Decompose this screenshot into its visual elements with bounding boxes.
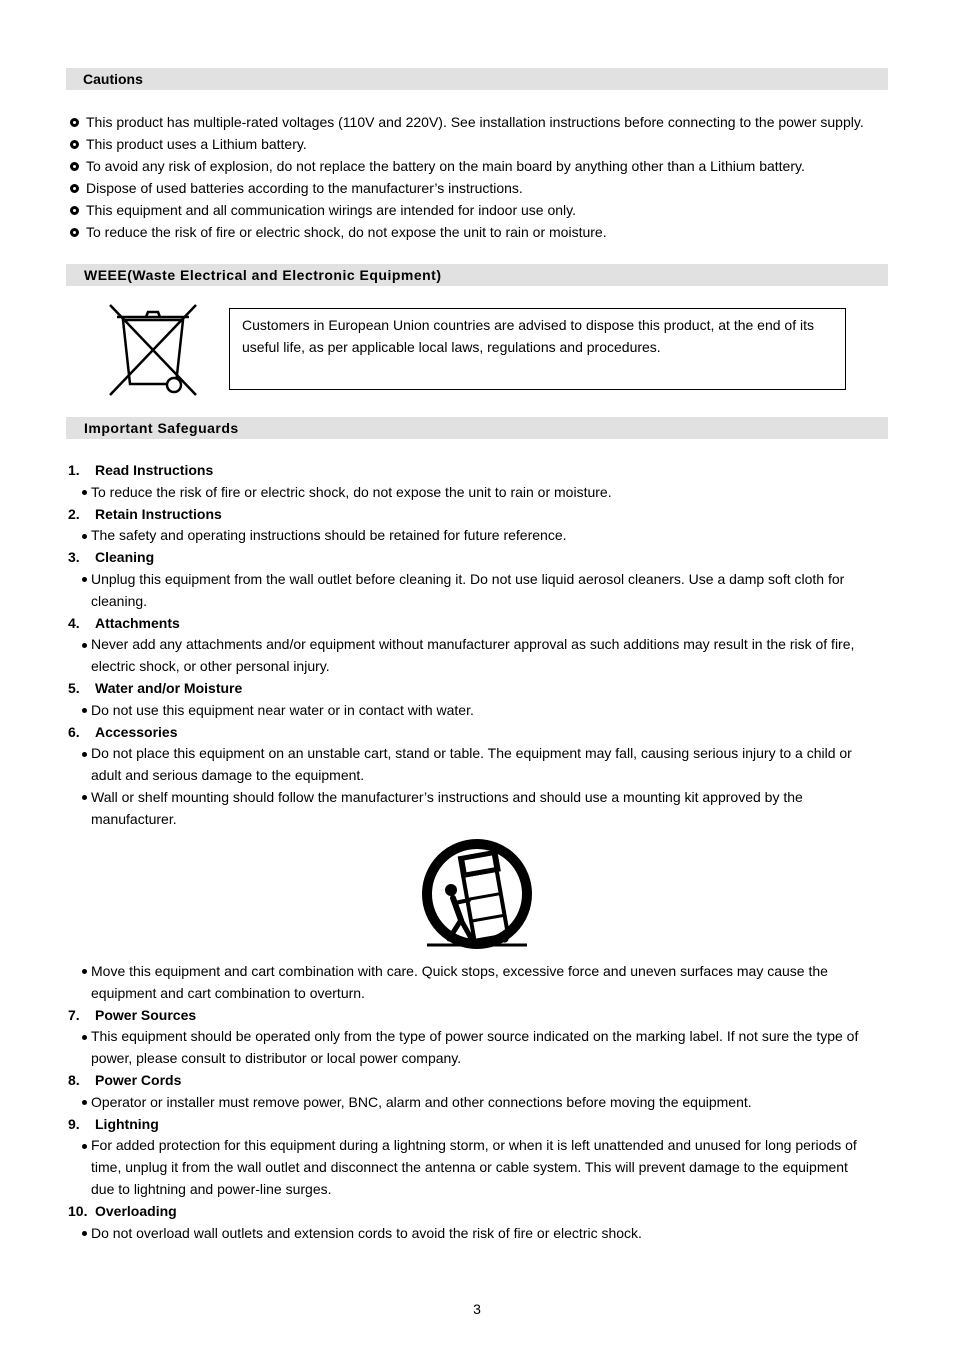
- safeguard-title: Cleaning: [95, 549, 155, 566]
- bullet-text-line: equipment and cart combination to overturn.: [91, 984, 365, 1001]
- cart-tip-over-warning-icon: [419, 838, 535, 954]
- safeguard-heading: [0, 1005, 954, 1027]
- safeguard-title: Water and/or Moisture: [95, 679, 243, 696]
- safeguard-number: 3.: [68, 549, 80, 566]
- bullet-text-line: For added protection for this equipment during a lightning storm, or when it is left unattended and unused for long periods of: [91, 1137, 857, 1154]
- cart-warning-figure: [0, 831, 954, 961]
- bullet-text-line: Move this equipment and cart combination with care. Quick stops, excessive force and uneven surfaces may cause the: [91, 962, 828, 979]
- safeguard-bullet: [0, 1092, 954, 1114]
- caution-text: This equipment and all communication wirings are intended for indoor use only.: [86, 202, 577, 218]
- bullet-dot-icon: [82, 534, 87, 539]
- bullet-text-line: Do not use this equipment near water or in contact with water.: [91, 701, 474, 718]
- ring-bullet-icon: [70, 228, 79, 237]
- safeguard-heading: [0, 547, 954, 569]
- safeguard-title: Attachments: [95, 614, 180, 631]
- cautions-header-bar: [66, 68, 888, 90]
- caution-text: To avoid any risk of explosion, do not replace the battery on the main board by anything other than a Lithium battery.: [86, 158, 805, 174]
- weee-notice-line: Customers in European Union countries are advised to dispose this product, at the end of its: [242, 317, 814, 333]
- safeguard-title: Retain Instructions: [95, 505, 222, 522]
- bullet-text-line: adult and serious damage to the equipment.: [91, 767, 365, 784]
- bullet-dot-icon: [82, 795, 87, 800]
- bullet-text-line: power, please consult to distributor or local power company.: [91, 1050, 462, 1067]
- bullet-text-line: To reduce the risk of fire or electric shock, do not expose the unit to rain or moisture.: [91, 483, 612, 500]
- bullet-dot-icon: [82, 708, 87, 713]
- safeguard-cleaning: [0, 547, 954, 612]
- bullet-text-line: time, unplug it from the wall outlet and disconnect the antenna or cable system. This will prevent damage to the equipment: [91, 1159, 848, 1176]
- crossed-out-wheelie-bin-icon: [108, 304, 198, 396]
- caution-item: [66, 155, 864, 177]
- bullet-dot-icon: [82, 490, 87, 495]
- safeguard-bullet: [0, 634, 954, 678]
- safeguard-overloading: [0, 1201, 954, 1245]
- weee-notice-line: useful life, as per applicable local laws, regulations and procedures.: [242, 339, 661, 355]
- safeguard-lightning: [0, 1114, 954, 1201]
- weee-header-bar: [66, 264, 888, 286]
- safeguard-bullet: [0, 1223, 954, 1245]
- weee-notice-box: [229, 308, 846, 390]
- safeguard-title: Power Sources: [95, 1006, 197, 1023]
- bullet-text-line: due to lightning and power-line surges.: [91, 1180, 332, 1197]
- safeguard-accessories: [0, 722, 954, 1005]
- bullet-dot-icon: [82, 1035, 87, 1040]
- ring-bullet-icon: [70, 118, 79, 127]
- bullet-text-line: Do not place this equipment on an unstable cart, stand or table. The equipment may fall, causing serious injury to a child or: [91, 745, 852, 762]
- safeguard-attachments: [0, 613, 954, 678]
- safeguard-title: Accessories: [95, 723, 178, 740]
- page-number: 3: [473, 1301, 481, 1317]
- caution-text: Dispose of used batteries according to the manufacturer’s instructions.: [86, 180, 523, 196]
- caution-text: To reduce the risk of fire or electric shock, do not expose the unit to rain or moisture.: [86, 224, 607, 240]
- bullet-text-line: manufacturer.: [91, 810, 177, 827]
- bullet-dot-icon: [82, 752, 87, 757]
- safeguard-bullet: [0, 700, 954, 722]
- ring-bullet-icon: [70, 140, 79, 149]
- ring-bullet-icon: [70, 206, 79, 215]
- safeguards-heading: Important Safeguards: [84, 420, 239, 436]
- bullet-text-line: Never add any attachments and/or equipment without manufacturer approval as such additions may result in the risk of fire,: [91, 636, 855, 653]
- safeguard-number: 7.: [68, 1006, 80, 1023]
- bullet-dot-icon: [82, 643, 87, 648]
- safeguards-header-bar: [66, 417, 888, 439]
- safeguard-number: 9.: [68, 1115, 80, 1132]
- safeguard-power-cords: [0, 1070, 954, 1114]
- bullet-text-line: This equipment should be operated only from the type of power source indicated on the marking label. If not sure the type of: [91, 1028, 859, 1045]
- bullet-dot-icon: [82, 1100, 87, 1105]
- caution-text: This product uses a Lithium battery.: [86, 136, 307, 152]
- caution-item: [66, 133, 864, 155]
- safeguard-heading: [0, 1114, 954, 1136]
- safeguard-number: 8.: [68, 1071, 80, 1088]
- safeguard-heading: [0, 678, 954, 700]
- safeguard-heading: [0, 504, 954, 526]
- safeguard-bullet: [0, 1135, 954, 1200]
- safeguard-bullet: [0, 743, 954, 787]
- safeguard-title: Overloading: [95, 1202, 177, 1219]
- bullet-dot-icon: [82, 577, 87, 582]
- safeguard-title: Read Instructions: [95, 462, 214, 478]
- bullet-dot-icon: [82, 1144, 87, 1149]
- safeguard-retain-instructions: [0, 504, 954, 548]
- safeguard-power-sources: [0, 1005, 954, 1070]
- bullet-dot-icon: [82, 1231, 87, 1236]
- safeguard-title: Lightning: [95, 1115, 159, 1132]
- ring-bullet-icon: [70, 184, 79, 193]
- safeguard-heading: [0, 1201, 954, 1223]
- caution-item: [66, 111, 864, 133]
- safeguard-bullet: [0, 569, 954, 613]
- safeguard-bullet: [0, 961, 954, 1005]
- cautions-list: [66, 111, 864, 243]
- caution-text: This product has multiple-rated voltages (110V and 220V). See installation instructions before connecting to the power supply.: [86, 114, 864, 130]
- bullet-text-line: cleaning.: [91, 592, 148, 609]
- safeguard-number: 2.: [68, 505, 80, 522]
- safeguard-water-moisture: [0, 678, 954, 722]
- safeguard-number: 6.: [68, 723, 80, 740]
- safeguard-title: Power Cords: [95, 1071, 182, 1088]
- caution-item: [66, 199, 864, 221]
- safeguard-heading: [0, 460, 954, 482]
- safeguards-list: [0, 460, 954, 1244]
- caution-item: [66, 221, 864, 243]
- safeguard-heading: [0, 613, 954, 635]
- bullet-text-line: The safety and operating instructions should be retained for future reference.: [91, 527, 567, 544]
- safeguard-number: 10.: [68, 1202, 88, 1219]
- safeguard-bullet: [0, 1026, 954, 1070]
- safeguard-heading: [0, 722, 954, 744]
- safeguard-read-instructions: [0, 460, 954, 504]
- safeguard-bullet: [0, 787, 954, 831]
- ring-bullet-icon: [70, 162, 79, 171]
- safeguard-bullet: [0, 525, 954, 547]
- safeguard-heading: [0, 1070, 954, 1092]
- safeguard-bullet: [0, 482, 954, 504]
- bullet-dot-icon: [82, 969, 87, 974]
- weee-heading: WEEE(Waste Electrical and Electronic Equipment): [84, 267, 442, 283]
- bullet-text-line: Operator or installer must remove power, BNC, alarm and other connections before moving the equipment.: [91, 1093, 752, 1110]
- bullet-text-line: Do not overload wall outlets and extension cords to avoid the risk of fire or electric shock.: [91, 1224, 642, 1241]
- safeguard-number: 5.: [68, 679, 80, 696]
- caution-item: [66, 177, 864, 199]
- bullet-text-line: Unplug this equipment from the wall outlet before cleaning it. Do not use liquid aerosol cleaners. Use a damp soft cloth for: [91, 570, 845, 587]
- bullet-text-line: Wall or shelf mounting should follow the manufacturer’s instructions and should use a mounting kit approved by the: [91, 788, 803, 805]
- safeguard-number: 4.: [68, 614, 80, 631]
- cautions-heading: Cautions: [83, 71, 143, 87]
- safeguard-number: 1.: [68, 462, 80, 478]
- bullet-text-line: electric shock, or other personal injury.: [91, 658, 330, 675]
